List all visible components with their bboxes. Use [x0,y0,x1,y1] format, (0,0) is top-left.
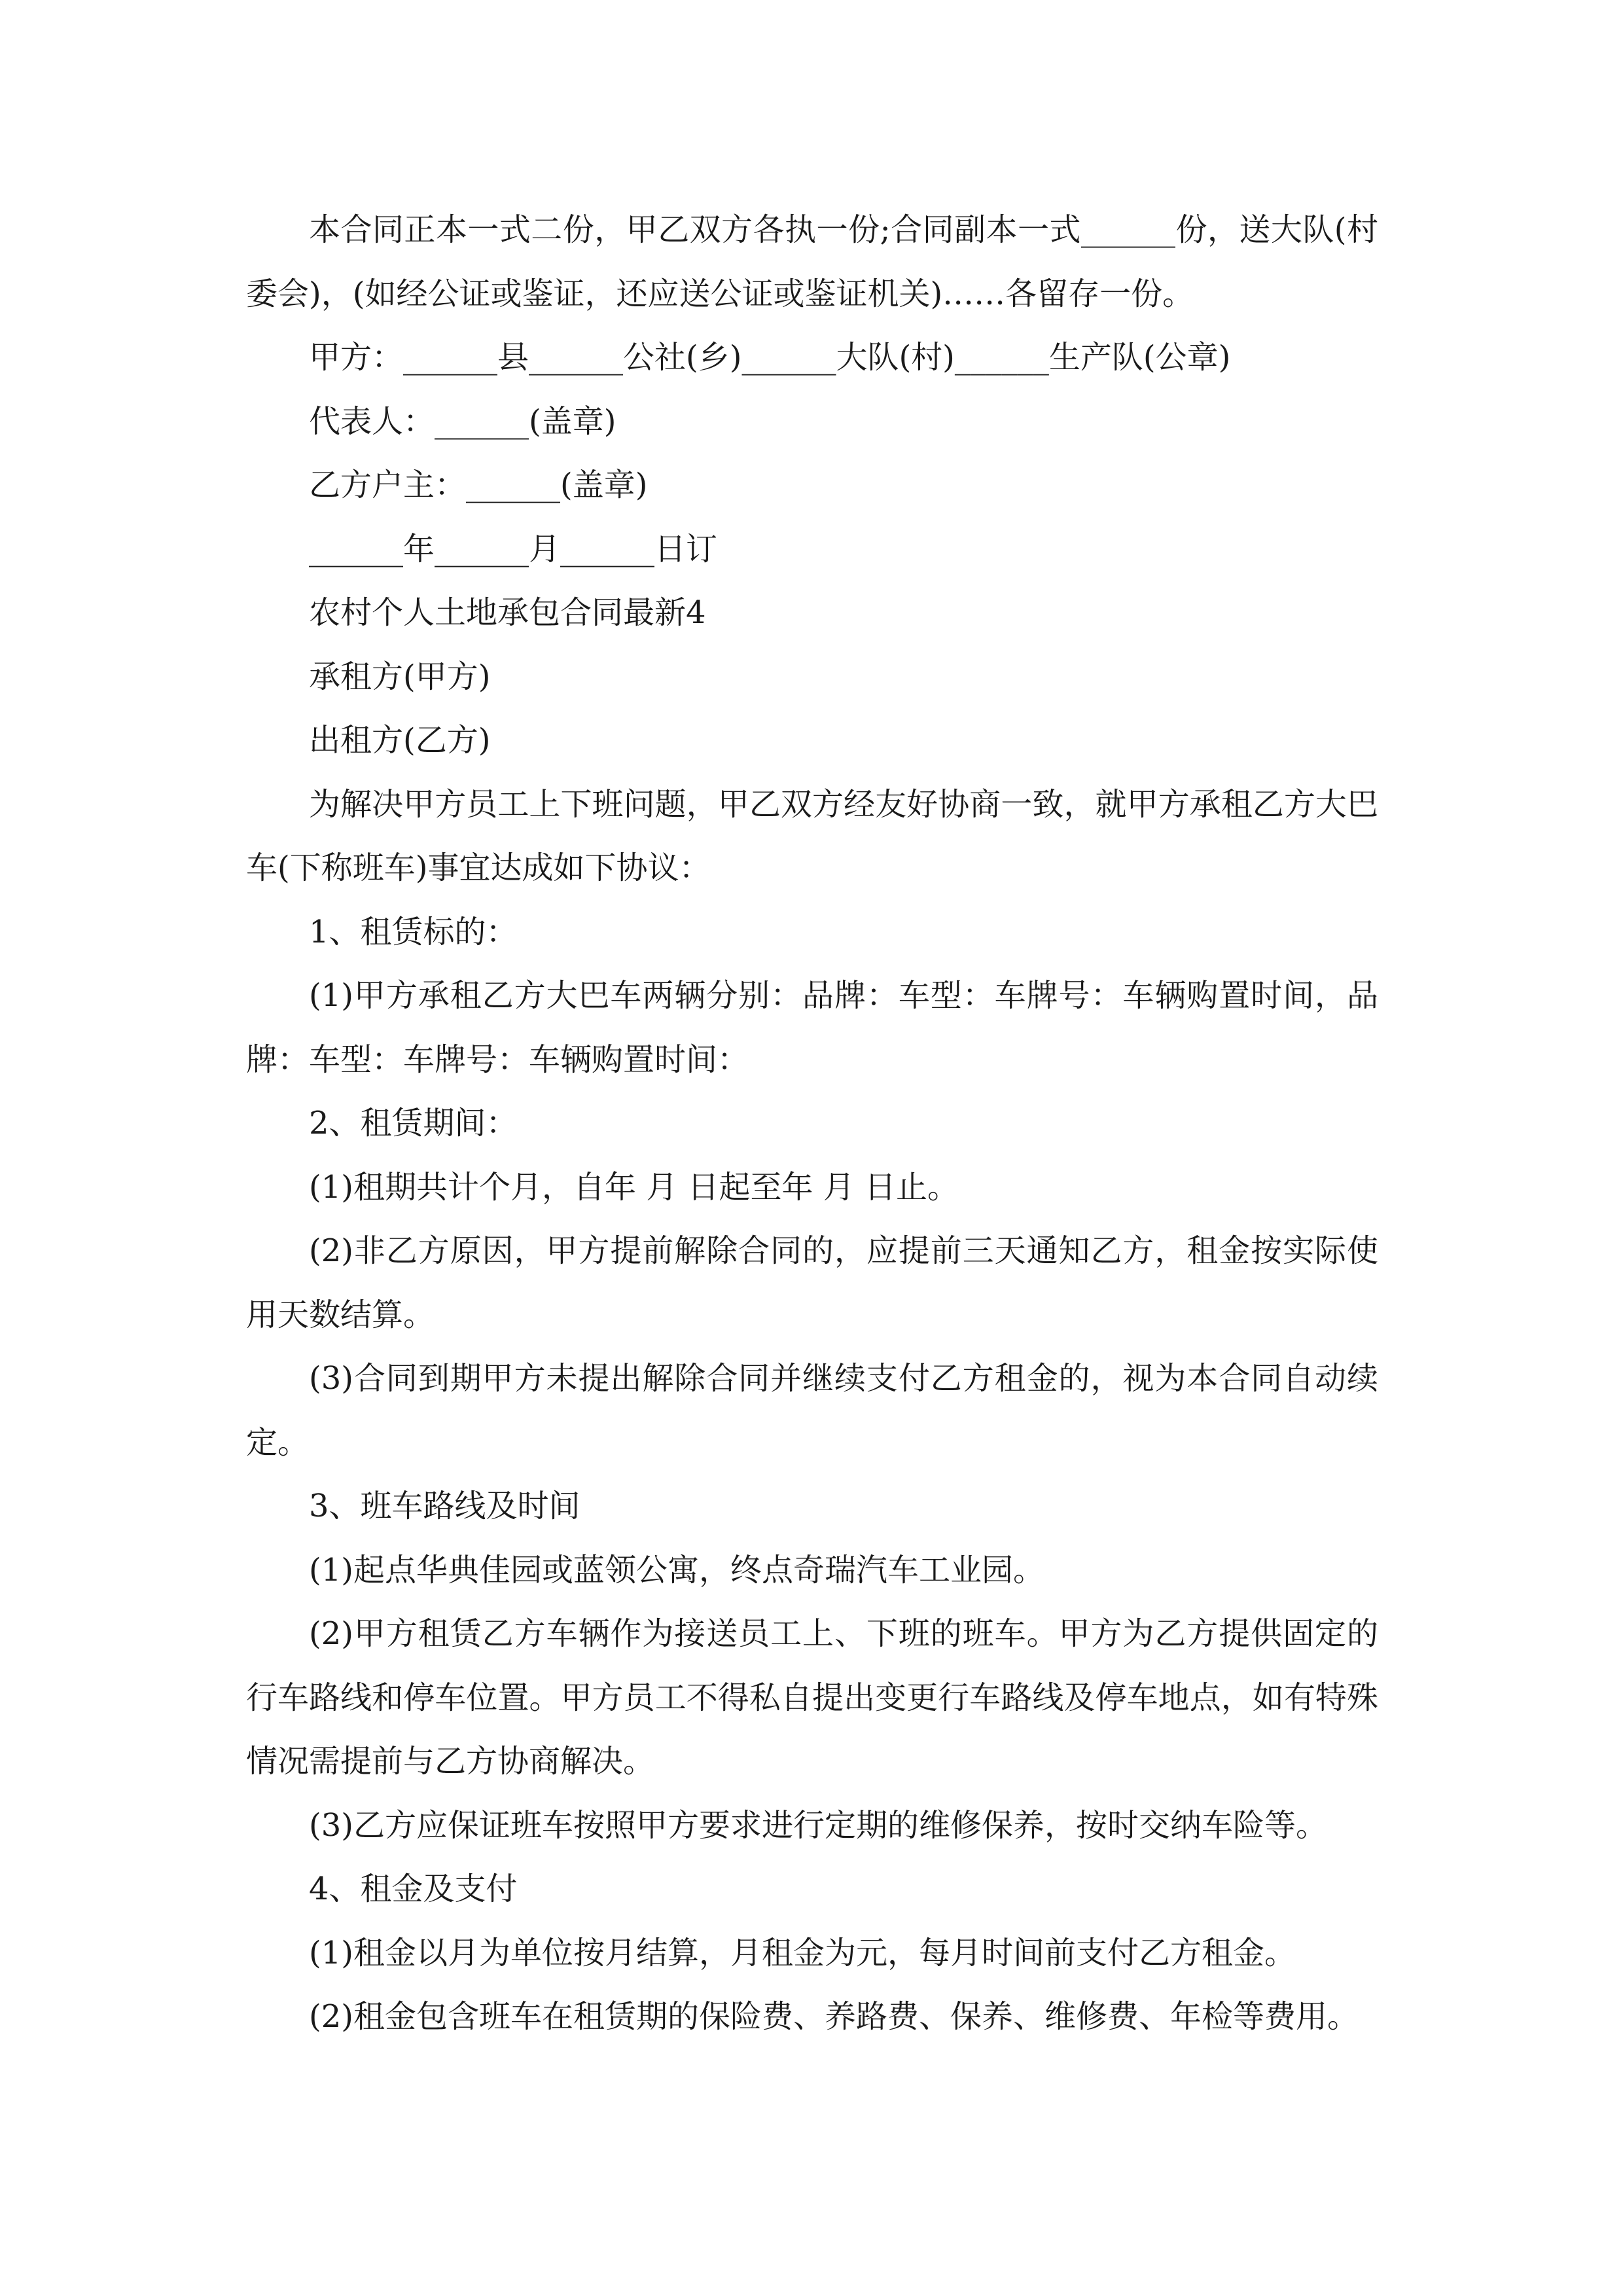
clause-1-item-1: (1)甲方承租乙方大巴车两辆分别：品牌：车型：车牌号：车辆购置时间，品牌：车型：车牌号：车辆购置时间： [246,977,1378,1078]
document-body [246,198,1378,2049]
clause-heading-1: 1、租赁标的： [309,913,518,950]
paragraph-party-a: 甲方：______县______公社(乡)______大队(村)______生产队(公章) [309,339,1231,376]
clause-2-item-1: (1)租期共计个月，自年 月 日起至年 月 日止。 [309,1168,959,1206]
paragraph-copies-clause: 本合同正本一式二份，甲乙双方各执一份;合同副本一式______份，送大队(村委会)，(如经公证或鉴证，还应送公证或鉴证机关)……各留存一份。 [246,211,1378,312]
clause-3-item-2: (2)甲方租赁乙方车辆作为接送员工上、下班的班车。甲方为乙方提供固定的行车路线和停车位置。甲方员工不得私自提出变更行车路线及停车地点，如有特殊情况需提前与乙方协商解决。 [246,1615,1378,1780]
clause-3-item-1: (1)起点华典佳园或蓝领公寓，终点奇瑞汽车工业园。 [309,1551,1044,1588]
paragraph-representative: 代表人：______(盖章) [309,403,616,440]
clause-2-item-3: (3)合同到期甲方未提出解除合同并继续支付乙方租金的，视为本合同自动续定。 [246,1360,1378,1461]
clause-heading-3: 3、班车路线及时间 [309,1488,580,1524]
clause-4-item-1: (1)租金以月为单位按月结算，月租金为元，每月时间前支付乙方租金。 [309,1934,1296,1971]
paragraph-lessor: 出租方(乙方) [309,722,491,759]
section-title: 农村个人土地承包合同最新4 [309,594,706,631]
clause-heading-4: 4、租金及支付 [309,1871,518,1907]
paragraph-preamble: 为解决甲方员工上下班问题，甲乙双方经友好协商一致，就甲方承租乙方大巴车(下称班车)事宜达成如下协议： [246,785,1378,886]
paragraph-lessee: 承租方(甲方) [309,658,491,695]
clause-heading-2: 2、租赁期间： [309,1105,518,1141]
paragraph-party-b-householder: 乙方户主：______(盖章) [309,467,648,503]
clause-2-item-2: (2)非乙方原因，甲方提前解除合同的，应提前三天通知乙方，租金按实际使用天数结算。 [246,1232,1378,1333]
clause-4-item-2: (2)租金包含班车在租赁期的保险费、养路费、保养、维修费、年检等费用。 [309,1998,1359,2035]
clause-3-item-3: (3)乙方应保证班车按照甲方要求进行定期的维修保养，按时交纳车险等。 [309,1806,1327,1844]
paragraph-signing-date: ______年______月______日订 [309,530,718,567]
